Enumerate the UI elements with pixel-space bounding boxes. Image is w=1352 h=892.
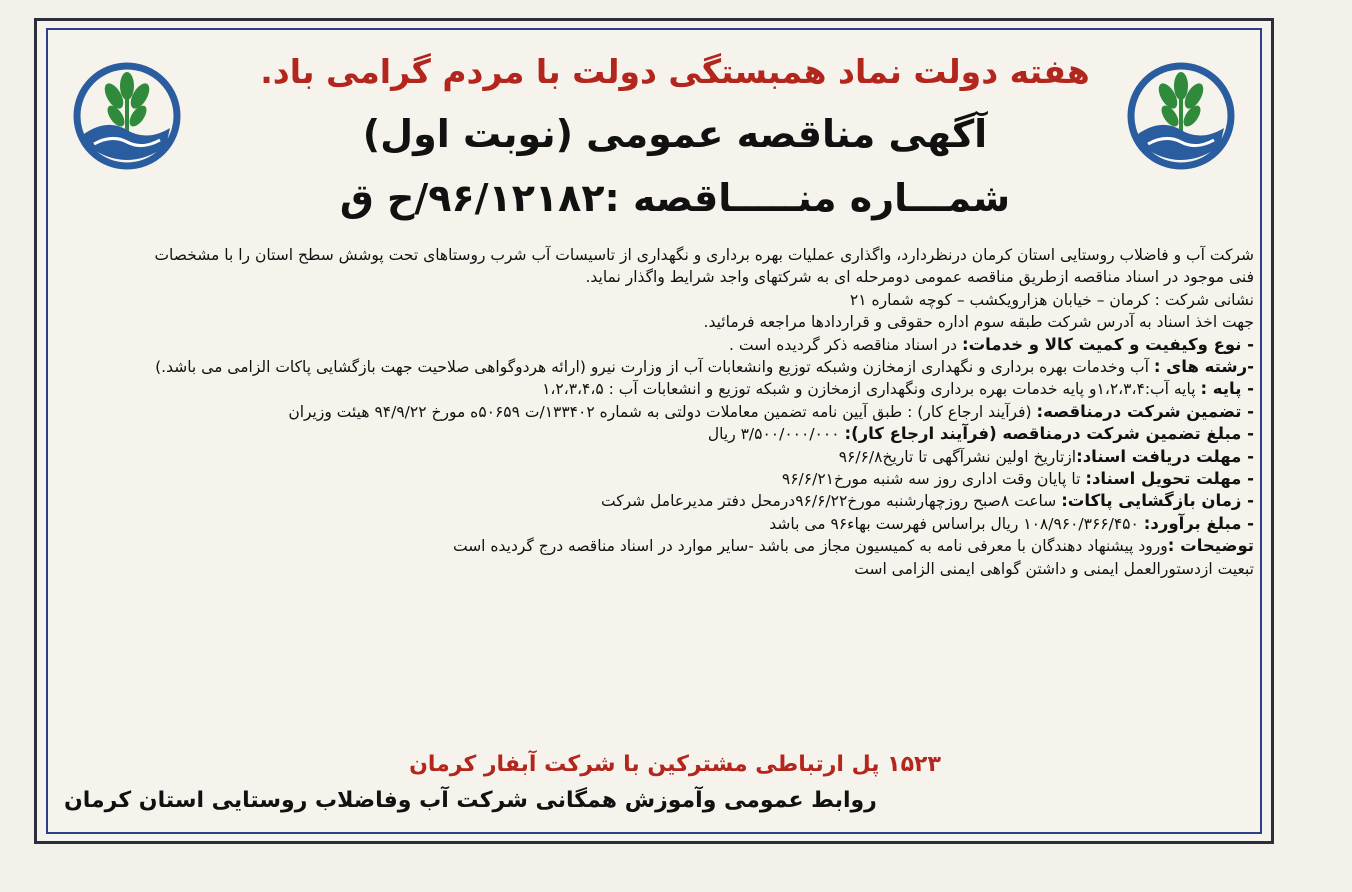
item-label: -رشته های : bbox=[1153, 357, 1254, 377]
delivery-deadline-item bbox=[66, 468, 1254, 490]
receive-deadline-item bbox=[66, 446, 1254, 468]
item-label: - تضمین شرکت درمناقصه: bbox=[1036, 401, 1254, 421]
item-value: ساعت ۸صبح روزچهارشنبه مورخ۹۶/۶/۲۲درمحل دفتر مدیرعامل شرکت bbox=[600, 492, 1062, 511]
item-label: - مهلت دریافت اسناد: bbox=[1076, 446, 1254, 466]
intro-line: فنی موجود در اسناد مناقصه ازطریق مناقصه عمومی دومرحله ای به شرکتهای واجد شرایط واگذار نماید. bbox=[585, 268, 1254, 287]
fields-item bbox=[66, 356, 1254, 378]
quality-item bbox=[66, 334, 1254, 356]
water-company-logo-icon bbox=[72, 50, 182, 174]
item-value: ازتاریخ اولین نشرآگهی تا تاریخ۹۶/۶/۸ bbox=[838, 447, 1077, 466]
item-value: تا پایان وقت اداری روز سه شنبه مورخ۹۶/۶/۲۱ bbox=[781, 470, 1086, 489]
documents-info: جهت اخذ اسناد به آدرس شرکت طبقه سوم اداره حقوقی و قراردادها مراجعه فرمائید. bbox=[703, 313, 1254, 332]
item-label: - مبلغ برآورد: bbox=[1143, 513, 1254, 533]
guarantee-amount-item bbox=[66, 423, 1254, 445]
slogan-heading: هفته دولت نماد همبستگی دولت با مردم گرامی باد. bbox=[260, 52, 1090, 91]
grade-item bbox=[66, 378, 1254, 400]
item-value: (فرآیند ارجاع کار) : طبق آیین نامه تضمین معاملات دولتی به شماره ۱۳۳۴۰۲/ت ۵۰۶۵۹ه مورخ ۹۴/۹/۲۲ هیئت وزیران bbox=[288, 402, 1037, 421]
item-value: ۱۰۸/۹۶۰/۳۶۶/۴۵۰ ریال براساس فهرست بهاء۹۶ می باشد bbox=[769, 514, 1144, 533]
hotline-banner: ۱۵۲۳ پل ارتباطی مشترکین با شرکت آبفار کرمان bbox=[409, 752, 941, 777]
intro-line: شرکت آب و فاضلاب روستایی استان کرمان درنظردارد، واگذاری عملیات بهره برداری و نگهداری از تاسیسات آب شرب روستاهای تحت پوشش سطح استان را با مشخصات bbox=[154, 246, 1254, 264]
opening-time-item bbox=[66, 490, 1254, 512]
item-value: ورود پیشنهاد دهندگان با معرفی نامه به کمیسیون مجاز می باشد -سایر موارد در اسناد مناقصه درج گردیده است bbox=[452, 537, 1168, 556]
guarantee-item bbox=[66, 401, 1254, 423]
item-value: آب وخدمات بهره برداری و نگهداری ازمخازن وشبکه توزیع وانشعابات آب از وزارت نیرو (ارائه هردوگواهی صلاحیت جهت بازگشایی پاکات الزامی می باشد.) bbox=[155, 358, 1154, 377]
footer-signature: روابط عمومی وآموزش همگانی شرکت آب وفاضلاب روستایی استان کرمان bbox=[64, 788, 877, 813]
item-label: - نوع وکیفیت و کمیت کالا و خدمات: bbox=[962, 334, 1254, 354]
item-label: - زمان بازگشایی پاکات: bbox=[1061, 491, 1254, 511]
estimate-item bbox=[66, 513, 1254, 535]
item-label: - مهلت تحویل اسناد: bbox=[1085, 469, 1254, 489]
item-value: پایه آب:۱،۲،۳،۴و پایه خدمات بهره برداری ونگهداری ازمخازن و شبکه توزیع و انشعابات آب : ۱،۲،۳،۴،۵ bbox=[542, 380, 1201, 399]
page-title: آگهی مناقصه عمومی (نوبت اول) bbox=[362, 112, 988, 156]
item-value: در اسناد مناقصه ذکر گردیده است . bbox=[728, 335, 962, 354]
item-label: - پایه : bbox=[1200, 379, 1254, 399]
tender-number: شمـــاره منـــــاقصه :۹۶/۱۲۱۸۲/ح ق bbox=[339, 176, 1011, 220]
item-value: ۳/۵۰۰/۰۰۰/۰۰۰ ریال bbox=[707, 425, 845, 444]
announcement-body bbox=[66, 244, 1254, 580]
item-label: - مبلغ تضمین شرکت درمناقصه (فرآیند ارجاع کار): bbox=[844, 424, 1254, 444]
item-label: توضیحات : bbox=[1167, 536, 1254, 556]
company-address: نشانی شرکت : کرمان – خیابان هزارویکشب – کوچه شماره ۲۱ bbox=[849, 290, 1254, 309]
notes-item bbox=[66, 535, 1254, 557]
notes-line: تبعیت ازدستورالعمل ایمنی و داشتن گواهی ایمنی الزامی است bbox=[854, 559, 1254, 578]
